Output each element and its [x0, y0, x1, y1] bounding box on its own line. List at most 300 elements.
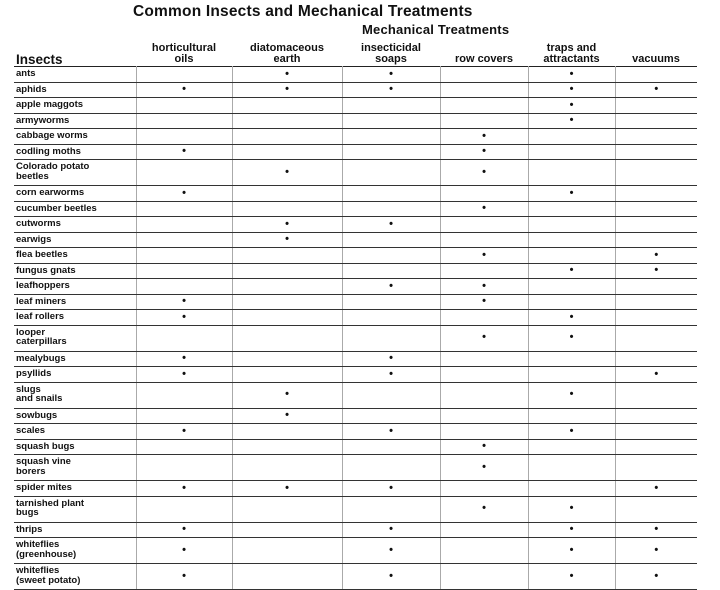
treatment-mark-dot: •	[482, 202, 486, 214]
treatment-cell	[528, 248, 615, 264]
treatment-cell	[232, 113, 342, 129]
treatment-cell	[342, 481, 440, 497]
treatment-mark-dot: •	[182, 424, 186, 437]
treatment-cell	[440, 129, 528, 145]
treatment-cell	[342, 424, 440, 440]
insect-name-cell: armyworms	[14, 113, 136, 129]
insect-name-cell: looper caterpillars	[14, 325, 136, 351]
treatment-cell	[232, 325, 342, 351]
treatment-cell	[528, 325, 615, 351]
insect-name-cell: apple maggots	[14, 98, 136, 114]
treatment-cell	[615, 98, 697, 114]
insect-name-cell: cabbage worms	[14, 129, 136, 145]
insect-name-cell: whiteflies (greenhouse)	[14, 538, 136, 564]
treatment-cell	[440, 424, 528, 440]
treatment-cell	[615, 144, 697, 160]
treatment-cell	[440, 232, 528, 248]
treatment-cell	[440, 481, 528, 497]
treatment-mark-dot: •	[389, 279, 393, 292]
treatment-cell	[342, 310, 440, 326]
treatment-cell	[232, 186, 342, 202]
treatment-cell	[528, 351, 615, 367]
treatment-cell	[615, 310, 697, 326]
treatment-cell	[136, 310, 232, 326]
table-row	[14, 424, 697, 440]
treatment-cell	[528, 424, 615, 440]
treatment-cell	[136, 564, 232, 590]
treatment-mark-dot: •	[482, 331, 486, 344]
treatment-cell	[528, 496, 615, 522]
treatment-cell	[440, 522, 528, 538]
treatment-mark-dot: •	[569, 310, 574, 323]
treatment-cell	[136, 129, 232, 145]
table-row	[14, 98, 697, 114]
treatment-cell	[440, 279, 528, 295]
treatment-cell	[342, 564, 440, 590]
treatment-mark-dot: •	[389, 569, 393, 582]
treatment-cell	[136, 201, 232, 217]
table-row	[14, 144, 697, 160]
treatment-cell	[440, 496, 528, 522]
treatment-cell	[528, 263, 615, 279]
treatment-cell	[528, 160, 615, 186]
insects-treatments-table	[14, 42, 697, 590]
treatment-cell	[615, 217, 697, 233]
treatment-mark-dot: •	[654, 543, 659, 556]
table-row	[14, 310, 697, 326]
treatment-cell	[232, 160, 342, 186]
treatment-cell	[136, 160, 232, 186]
treatment-mark-dot: •	[389, 424, 393, 437]
treatment-cell	[440, 98, 528, 114]
treatment-mark-dot: •	[182, 186, 186, 199]
treatment-cell	[342, 98, 440, 114]
treatment-cell	[615, 294, 697, 310]
treatment-mark-dot: •	[389, 543, 393, 556]
treatment-mark-dot: •	[285, 233, 289, 245]
treatment-cell	[232, 382, 342, 408]
treatment-cell	[440, 248, 528, 264]
treatment-mark-dot: •	[654, 481, 659, 494]
treatment-cell	[232, 564, 342, 590]
treatment-cell	[232, 98, 342, 114]
treatment-cell	[615, 564, 697, 590]
treatment-cell	[136, 439, 232, 455]
treatment-cell	[342, 439, 440, 455]
table-row	[14, 367, 697, 383]
treatment-mark-dot: •	[285, 83, 289, 95]
treatment-cell	[342, 67, 440, 83]
table-row	[14, 564, 697, 590]
insect-name-cell: flea beetles	[14, 248, 136, 264]
treatment-cell	[136, 424, 232, 440]
treatment-mark-dot: •	[654, 248, 659, 261]
treatment-cell	[342, 279, 440, 295]
treatment-cell	[342, 367, 440, 383]
treatment-mark-dot: •	[389, 523, 393, 535]
treatment-cell	[342, 382, 440, 408]
table-row	[14, 538, 697, 564]
treatment-cell	[615, 351, 697, 367]
treatment-mark-dot: •	[654, 569, 659, 582]
treatment-cell	[232, 279, 342, 295]
treatment-cell	[528, 481, 615, 497]
treatment-cell	[136, 82, 232, 98]
treatment-mark-dot: •	[285, 217, 289, 230]
treatment-mark-dot: •	[389, 367, 393, 380]
insect-name-cell: earwigs	[14, 232, 136, 248]
insect-name-cell: ants	[14, 67, 136, 83]
treatment-mark-dot: •	[569, 186, 574, 199]
treatment-cell	[528, 367, 615, 383]
treatment-mark-dot: •	[389, 481, 393, 494]
treatment-cell	[440, 201, 528, 217]
insect-name-cell: codling moths	[14, 144, 136, 160]
treatment-cell	[440, 186, 528, 202]
insect-name-cell: cutworms	[14, 217, 136, 233]
table-row	[14, 217, 697, 233]
treatment-mark-dot: •	[285, 481, 289, 494]
treatment-cell	[528, 129, 615, 145]
treatment-cell	[232, 201, 342, 217]
treatment-cell	[232, 217, 342, 233]
treatment-mark-dot: •	[654, 523, 659, 535]
treatment-mark-dot: •	[569, 388, 574, 401]
treatment-mark-dot: •	[482, 502, 486, 515]
treatment-cell	[342, 129, 440, 145]
treatment-cell	[136, 217, 232, 233]
table-row	[14, 160, 697, 186]
treatment-cell	[232, 408, 342, 424]
table-body	[14, 67, 697, 590]
treatment-cell	[136, 408, 232, 424]
treatment-column-header: vacuums	[632, 53, 680, 65]
table-row	[14, 67, 697, 83]
treatment-cell	[528, 186, 615, 202]
table-subtitle: Mechanical Treatments	[362, 22, 510, 37]
treatment-mark-dot: •	[182, 295, 186, 307]
treatment-cell	[232, 367, 342, 383]
table-row	[14, 248, 697, 264]
treatment-cell	[136, 522, 232, 538]
treatment-cell	[342, 263, 440, 279]
treatment-cell	[615, 481, 697, 497]
treatment-mark-dot: •	[389, 67, 393, 80]
treatment-mark-dot: •	[182, 481, 186, 494]
treatment-cell	[232, 144, 342, 160]
table-row	[14, 382, 697, 408]
treatment-mark-dot: •	[285, 67, 289, 80]
treatment-mark-dot: •	[569, 67, 574, 80]
insect-name-cell: slugs and snails	[14, 382, 136, 408]
treatment-cell	[528, 522, 615, 538]
treatment-cell	[342, 217, 440, 233]
treatment-cell	[232, 522, 342, 538]
treatment-cell	[615, 367, 697, 383]
treatment-cell	[342, 144, 440, 160]
treatment-mark-dot: •	[182, 569, 186, 582]
treatment-cell	[232, 496, 342, 522]
treatment-cell	[136, 279, 232, 295]
table-row	[14, 232, 697, 248]
treatment-cell	[136, 294, 232, 310]
treatment-cell	[136, 351, 232, 367]
treatment-mark-dot: •	[654, 264, 659, 276]
treatment-mark-dot: •	[569, 569, 574, 582]
treatment-cell	[440, 455, 528, 481]
treatment-mark-dot: •	[569, 98, 574, 111]
treatment-cell	[440, 439, 528, 455]
treatment-mark-dot: •	[389, 352, 393, 364]
treatment-cell	[615, 129, 697, 145]
treatment-cell	[615, 522, 697, 538]
table-row	[14, 455, 697, 481]
treatment-cell	[528, 201, 615, 217]
treatment-cell	[136, 367, 232, 383]
treatment-mark-dot: •	[182, 543, 186, 556]
insect-name-cell: squash bugs	[14, 439, 136, 455]
table-row	[14, 351, 697, 367]
treatment-cell	[232, 67, 342, 83]
treatment-mark-dot: •	[182, 367, 186, 380]
treatment-mark-dot: •	[654, 367, 659, 380]
treatment-cell	[232, 232, 342, 248]
treatment-cell	[232, 351, 342, 367]
treatment-cell	[342, 248, 440, 264]
treatment-cell	[528, 538, 615, 564]
table-row	[14, 129, 697, 145]
treatment-mark-dot: •	[482, 460, 486, 473]
treatment-mark-dot: •	[182, 83, 186, 95]
treatment-mark-dot: •	[285, 409, 289, 421]
treatment-cell	[528, 217, 615, 233]
treatment-mark-dot: •	[182, 145, 186, 157]
treatment-cell	[136, 98, 232, 114]
treatment-mark-dot: •	[482, 440, 486, 452]
treatment-cell	[528, 382, 615, 408]
treatment-cell	[615, 263, 697, 279]
treatment-cell	[615, 538, 697, 564]
treatment-cell	[615, 232, 697, 248]
treatment-cell	[342, 408, 440, 424]
treatment-column-header: diatomaceous earth	[250, 42, 324, 65]
treatment-mark-dot: •	[182, 310, 186, 323]
treatment-cell	[440, 564, 528, 590]
table-row	[14, 201, 697, 217]
treatment-mark-dot: •	[569, 523, 574, 535]
treatment-cell	[342, 351, 440, 367]
treatment-mark-dot: •	[389, 83, 393, 95]
insect-name-cell: mealybugs	[14, 351, 136, 367]
insect-name-cell: whiteflies (sweet potato)	[14, 564, 136, 590]
insect-name-cell: leafhoppers	[14, 279, 136, 295]
insect-name-cell: corn earworms	[14, 186, 136, 202]
treatment-cell	[440, 325, 528, 351]
treatment-cell	[232, 263, 342, 279]
treatment-cell	[528, 455, 615, 481]
treatment-cell	[615, 248, 697, 264]
table-header-row	[14, 42, 697, 67]
treatment-cell	[136, 382, 232, 408]
treatment-mark-dot: •	[569, 543, 574, 556]
treatment-cell	[232, 538, 342, 564]
insect-name-cell: cucumber beetles	[14, 201, 136, 217]
treatment-cell	[136, 538, 232, 564]
treatment-cell	[440, 67, 528, 83]
treatment-cell	[615, 325, 697, 351]
insect-name-cell: psyllids	[14, 367, 136, 383]
table-row	[14, 186, 697, 202]
treatment-cell	[528, 294, 615, 310]
table-row	[14, 279, 697, 295]
insect-name-cell: leaf miners	[14, 294, 136, 310]
insect-name-cell: leaf rollers	[14, 310, 136, 326]
treatment-cell	[528, 310, 615, 326]
insect-name-cell: scales	[14, 424, 136, 440]
treatment-cell	[342, 82, 440, 98]
treatment-column-header: row covers	[454, 53, 514, 65]
treatment-mark-dot: •	[285, 388, 289, 401]
treatment-cell	[615, 201, 697, 217]
treatment-cell	[232, 455, 342, 481]
treatment-mark-dot: •	[482, 295, 486, 307]
treatment-cell	[615, 424, 697, 440]
treatment-cell	[342, 186, 440, 202]
treatment-column-header: traps and attractants	[543, 42, 600, 65]
treatment-cell	[440, 351, 528, 367]
treatment-cell	[232, 248, 342, 264]
treatment-mark-dot: •	[182, 523, 186, 535]
treatment-cell	[136, 481, 232, 497]
table-row	[14, 496, 697, 522]
treatment-cell	[440, 538, 528, 564]
treatment-cell	[615, 160, 697, 186]
table-row	[14, 408, 697, 424]
treatment-cell	[615, 67, 697, 83]
treatment-cell	[528, 408, 615, 424]
treatment-cell	[232, 481, 342, 497]
treatment-cell	[136, 67, 232, 83]
treatment-cell	[136, 455, 232, 481]
treatment-cell	[440, 160, 528, 186]
treatment-cell	[615, 113, 697, 129]
treatment-cell	[136, 232, 232, 248]
treatment-cell	[232, 129, 342, 145]
document-title: Common Insects and Mechanical Treatments	[133, 3, 473, 20]
treatment-cell	[440, 144, 528, 160]
treatment-cell	[342, 160, 440, 186]
treatment-cell	[136, 496, 232, 522]
treatment-column-header: insecticidal soaps	[361, 42, 421, 65]
treatment-cell	[232, 424, 342, 440]
treatment-cell	[232, 439, 342, 455]
treatment-mark-dot: •	[569, 264, 574, 276]
treatment-cell	[440, 217, 528, 233]
treatment-mark-dot: •	[569, 502, 574, 515]
treatment-mark-dot: •	[285, 165, 289, 178]
insect-name-cell: sowbugs	[14, 408, 136, 424]
treatment-cell	[136, 248, 232, 264]
treatment-cell	[440, 294, 528, 310]
treatment-cell	[615, 496, 697, 522]
treatment-cell	[342, 522, 440, 538]
treatment-cell	[528, 232, 615, 248]
treatment-cell	[342, 113, 440, 129]
treatment-cell	[528, 98, 615, 114]
treatment-mark-dot: •	[654, 83, 659, 95]
insect-name-cell: squash vine borers	[14, 455, 136, 481]
treatment-mark-dot: •	[482, 279, 486, 292]
treatment-cell	[136, 325, 232, 351]
treatment-cell	[528, 144, 615, 160]
treatment-mark-dot: •	[569, 331, 574, 344]
treatment-column-header: horticultural oils	[151, 42, 217, 65]
table-row	[14, 481, 697, 497]
table-row	[14, 263, 697, 279]
treatment-cell	[440, 367, 528, 383]
table-row	[14, 439, 697, 455]
treatment-mark-dot: •	[389, 217, 393, 230]
treatment-mark-dot: •	[569, 424, 574, 437]
treatment-cell	[136, 186, 232, 202]
treatment-cell	[440, 408, 528, 424]
table-row	[14, 82, 697, 98]
treatment-cell	[528, 564, 615, 590]
treatment-cell	[440, 82, 528, 98]
treatment-cell	[615, 382, 697, 408]
treatment-mark-dot: •	[482, 145, 486, 157]
treatment-cell	[615, 186, 697, 202]
treatment-cell	[136, 113, 232, 129]
insects-column-header: Insects	[16, 52, 63, 67]
treatment-cell	[232, 82, 342, 98]
treatment-cell	[440, 310, 528, 326]
insect-name-cell: aphids	[14, 82, 136, 98]
treatment-mark-dot: •	[569, 114, 574, 126]
table-row	[14, 294, 697, 310]
treatment-mark-dot: •	[182, 352, 186, 364]
treatment-cell	[615, 455, 697, 481]
insect-name-cell: fungus gnats	[14, 263, 136, 279]
insect-name-cell: Colorado potato beetles	[14, 160, 136, 186]
treatment-cell	[528, 279, 615, 295]
treatment-cell	[232, 294, 342, 310]
treatment-cell	[342, 496, 440, 522]
treatment-cell	[440, 263, 528, 279]
treatment-mark-dot: •	[482, 129, 486, 142]
treatment-cell	[342, 538, 440, 564]
treatment-cell	[136, 144, 232, 160]
treatment-cell	[342, 232, 440, 248]
treatment-cell	[136, 263, 232, 279]
treatment-mark-dot: •	[482, 165, 486, 178]
treatment-cell	[528, 113, 615, 129]
treatment-cell	[615, 408, 697, 424]
treatment-cell	[615, 82, 697, 98]
table-row	[14, 325, 697, 351]
insect-name-cell: thrips	[14, 522, 136, 538]
treatment-cell	[528, 439, 615, 455]
treatment-cell	[615, 279, 697, 295]
insect-name-cell: tarnished plant bugs	[14, 496, 136, 522]
treatment-cell	[528, 67, 615, 83]
treatment-cell	[342, 325, 440, 351]
treatment-cell	[342, 201, 440, 217]
table-row	[14, 113, 697, 129]
treatment-cell	[440, 382, 528, 408]
treatment-mark-dot: •	[569, 83, 574, 95]
treatment-cell	[615, 439, 697, 455]
